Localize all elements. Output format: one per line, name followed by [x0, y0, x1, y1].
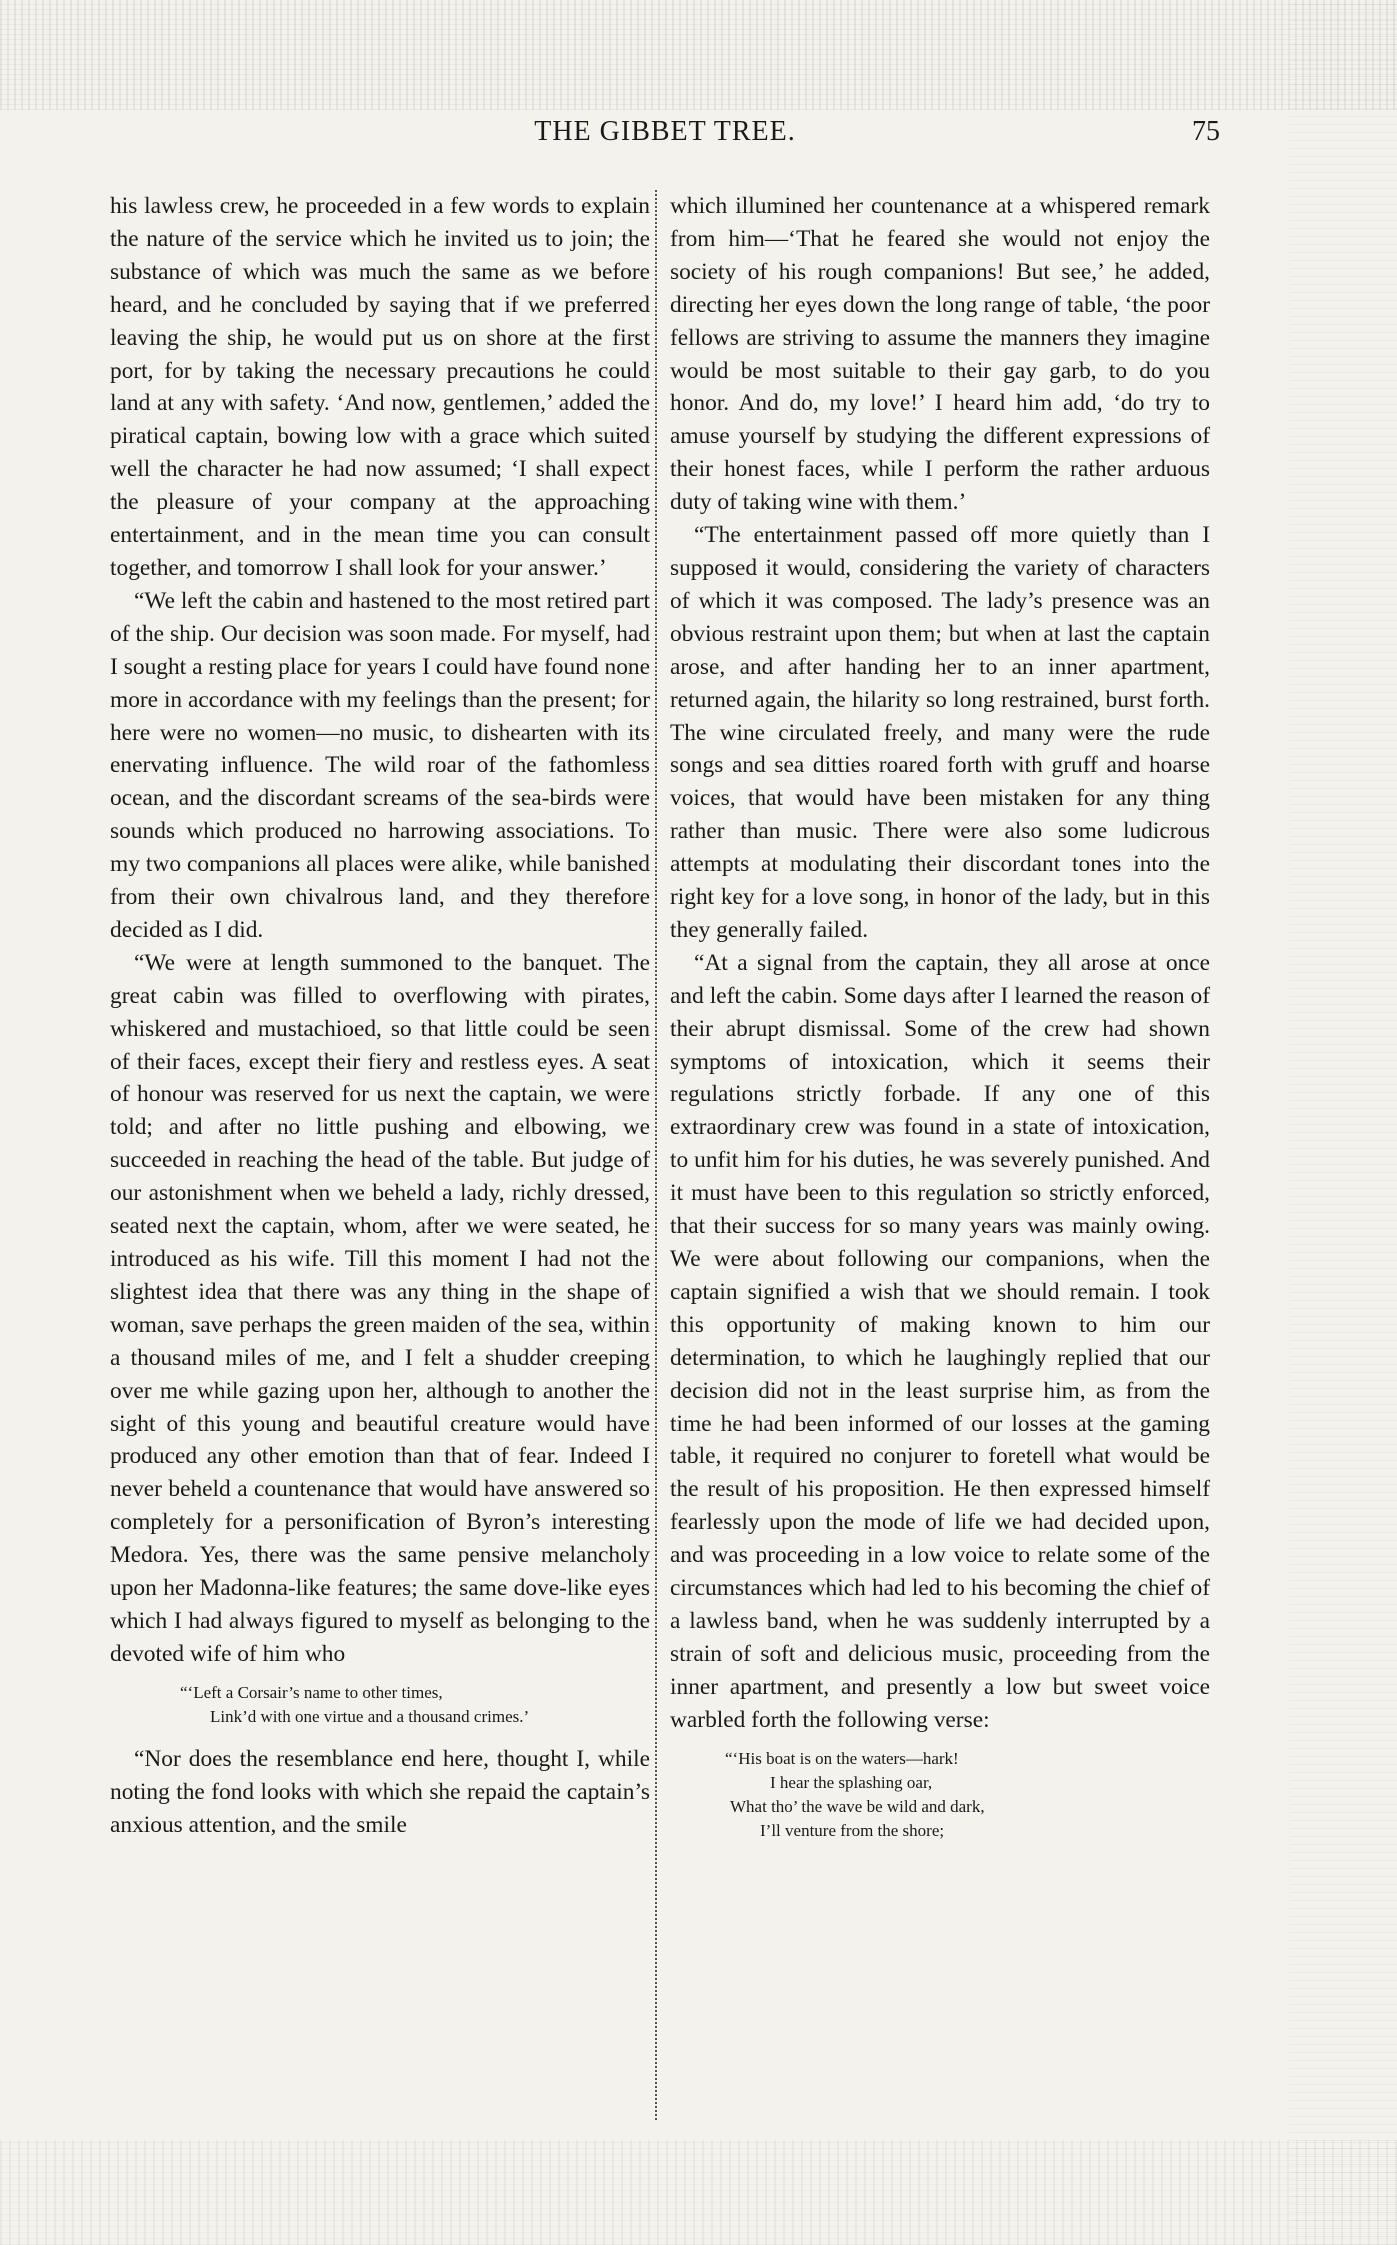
column-divider	[655, 190, 657, 2120]
scan-noise-top	[0, 0, 1397, 110]
verse-quote	[670, 1747, 1210, 1843]
paragraph: “We were at length summoned to the banquet. The great cabin was filled to overflowing with pirates, whiskered and mustachioed, so that little could be seen of their faces, except their fiery and restless eyes. A seat of honour was reserved for us next the captain, we were told; and after no little pushing and elbowing, we succeeded in reaching the head of the table. But judge of our astonishment when we beheld a lady, richly dressed, seated next the captain, whom, after we were seated, he introduced as his wife. Till this moment I had not the slightest idea that there was any thing in the shape of woman, save perhaps the green maiden of the sea, within a thousand miles of me, and I felt a shudder creeping over me while gazing upon her, although to another the sight of this young and beautiful creature would have produced any other emotion than that of fear. Indeed I never beheld a countenance that would have answered so completely for a personification of Byron’s interesting Medora. Yes, there was the same pensive melancholy upon her Madonna-like features; the same dove-like eyes which I had always figured to myself as belonging to the devoted wife of him who	[110, 949, 650, 1667]
verse-quote	[110, 1681, 650, 1729]
running-title: THE GIBBET TREE.	[534, 116, 796, 147]
verse-line: What tho’ the wave be wild and dark,	[730, 1796, 985, 1816]
verse-line: I’ll venture from the shore;	[760, 1820, 945, 1840]
verse-line: “‘His boat is on the waters—hark!	[725, 1748, 959, 1768]
scan-noise-right	[1290, 0, 1397, 2245]
scan-noise-bottom	[0, 2140, 1397, 2245]
paragraph: which illumined her countenance at a whispered remark from him—‘That he feared she would not enjoy the society of his rough companions! But see,’ he added, directing her eyes down the long range of table, ‘the poor fellows are striving to assume the manners they imagine would be most suitable to their gay garb, to do you honor. And do, my love!’ I heard him add, ‘do try to amuse yourself by studying the different expressions of their honest faces, while I perform the rather arduous duty of taking wine with them.’	[670, 193, 1210, 516]
left-column	[110, 190, 650, 1842]
paragraph: “We left the cabin and hastened to the most retired part of the ship. Our decision was soon made. For myself, had I sought a resting place for years I could have found none more in accordance with my feelings than the present; for here were no women—no music, to dishearten with its enervating influence. The wild roar of the fathomless ocean, and the discordant screams of the sea-birds were sounds which produced no harrowing associations. To my two companions all places were alike, while banished from their own chivalrous land, and they therefore decided as I did.	[110, 587, 650, 943]
right-column	[670, 190, 1210, 1857]
verse-line: I hear the splashing oar,	[770, 1772, 933, 1792]
paragraph: “At a signal from the captain, they all arose at once and left the cabin. Some days after I learned the reason of their abrupt dismissal. Some of the crew had shown symptoms of intoxication, which it seems their regulations strictly forbade. If any one of this extraordinary crew was found in a state of intoxication, to unfit him for his duties, he was severely punished. And it must have been to this regulation so strictly enforced, that their success for so many years was mainly owing. We were about following our companions, when the captain signified a wish that we should remain. I took this opportunity of making known to him our determination, to which he laughingly replied that our decision did not in the least surprise him, as from the time he had been informed of our losses at the gaming table, it required no conjurer to foretell what would be the result of his proposition. He then expressed himself fearlessly upon the mode of life we had decided upon, and was proceeding in a low voice to relate some of the circumstances which had led to his becoming the chief of a lawless band, when he was suddenly interrupted by a strain of soft and delicious music, proceeding from the inner apartment, and presently a low but sweet voice warbled forth the following verse:	[670, 949, 1210, 1733]
page-number: 75	[1192, 116, 1220, 147]
paragraph: “The entertainment passed off more quietly than I supposed it would, considering the variety of characters of which it was composed. The lady’s presence was an obvious restraint upon them; but when at last the captain arose, and after handing her to an inner apartment, returned again, the hilarity so long restrained, burst forth. The wine circulated freely, and many were the rude songs and sea ditties roared forth with gruff and hoarse voices, that would have been mistaken for any thing rather than music. There were also some ludicrous attempts at modulating their discordant tones into the right key for a love song, in honor of the lady, but in this they generally failed.	[670, 522, 1210, 943]
verse-line: “‘Left a Corsair’s name to other times,	[180, 1682, 443, 1702]
verse-line: Link’d with one virtue and a thousand crimes.’	[210, 1706, 530, 1726]
page-header	[110, 112, 1220, 156]
paragraph: “Nor does the resemblance end here, thought I, while noting the fond looks with which she repaid the captain’s anxious attention, and the smile	[110, 1745, 650, 1838]
paragraph: his lawless crew, he proceeded in a few words to explain the nature of the service which he invited us to join; the substance of which was much the same as we before heard, and he concluded by saying that if we preferred leaving the ship, he would put us on shore at the first port, for by taking the necessary precautions he could land at any with safety. ‘And now, gentlemen,’ added the piratical captain, bowing low with a grace which suited well the character he had now assumed; ‘I shall expect the pleasure of your company at the approaching entertainment, and in the mean time you can consult together, and tomorrow I shall look for your answer.’	[110, 193, 650, 581]
